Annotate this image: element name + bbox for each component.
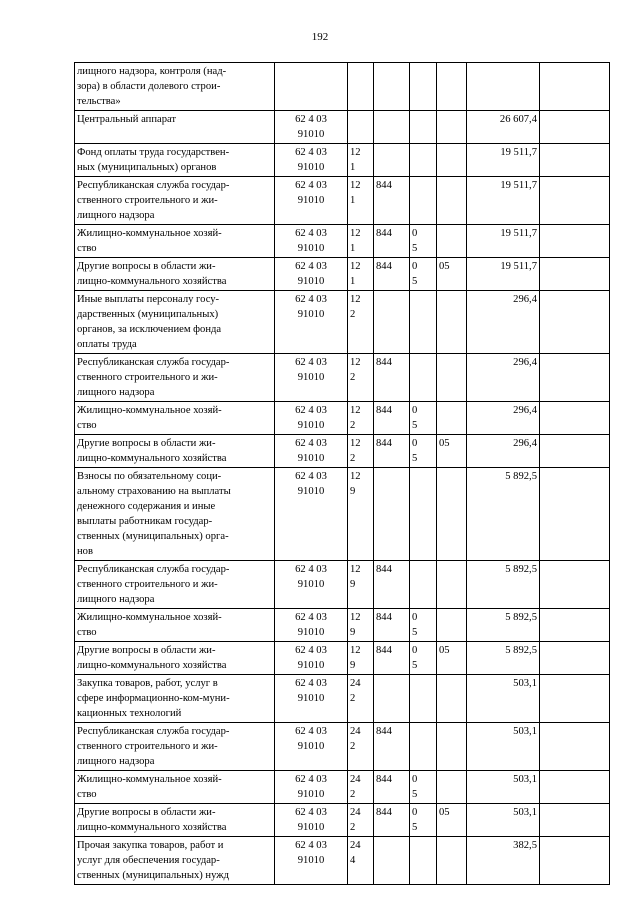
empty-cell <box>540 63 610 111</box>
section-cell <box>410 144 437 177</box>
empty-cell <box>540 561 610 609</box>
subsection-cell: 05 <box>437 804 467 837</box>
subsection-cell <box>437 111 467 144</box>
row-name-cell: лищного надзора, контроля (над- зора) в области долевого строи- тельства» <box>75 63 275 111</box>
page-number: 192 <box>311 31 329 43</box>
section-cell: 0 5 <box>410 402 437 435</box>
department-code-cell <box>374 675 410 723</box>
amount-cell: 5 892,5 <box>467 561 540 609</box>
subsection-cell <box>437 723 467 771</box>
row-name-cell: Прочая закупка товаров, работ и услуг для обеспечения государ- ственных (муниципальных) нужд <box>75 837 275 885</box>
empty-cell <box>540 435 610 468</box>
target-article-cell: 62 4 03 91010 <box>275 177 348 225</box>
department-code-cell: 844 <box>374 177 410 225</box>
row-name-cell: Другие вопросы в области жи- лищно-коммунального хозяйства <box>75 258 275 291</box>
empty-cell <box>540 258 610 291</box>
table-row <box>75 402 610 435</box>
section-cell: 0 5 <box>410 771 437 804</box>
target-article-cell: 62 4 03 91010 <box>275 258 348 291</box>
budget-table <box>74 62 610 885</box>
section-cell <box>410 561 437 609</box>
table-row <box>75 771 610 804</box>
table-row <box>75 435 610 468</box>
table-row <box>75 561 610 609</box>
subsection-cell <box>437 675 467 723</box>
department-code-cell <box>374 837 410 885</box>
target-article-cell: 62 4 03 91010 <box>275 723 348 771</box>
section-cell <box>410 291 437 354</box>
subsection-cell <box>437 402 467 435</box>
section-cell <box>410 675 437 723</box>
department-code-cell: 844 <box>374 354 410 402</box>
department-code-cell: 844 <box>374 609 410 642</box>
amount-cell: 19 511,7 <box>467 258 540 291</box>
row-name-cell: Другие вопросы в области жи- лищно-коммунального хозяйства <box>75 642 275 675</box>
expense-type-cell <box>348 111 374 144</box>
row-name-cell: Центральный аппарат <box>75 111 275 144</box>
target-article-cell: 62 4 03 91010 <box>275 144 348 177</box>
amount-cell: 503,1 <box>467 723 540 771</box>
table-row <box>75 291 610 354</box>
subsection-cell <box>437 561 467 609</box>
expense-type-cell: 12 2 <box>348 435 374 468</box>
target-article-cell: 62 4 03 91010 <box>275 837 348 885</box>
subsection-cell <box>437 837 467 885</box>
table-row <box>75 63 610 111</box>
expense-type-cell: 24 2 <box>348 771 374 804</box>
subsection-cell <box>437 771 467 804</box>
row-name-cell: Другие вопросы в области жи- лищно-коммунального хозяйства <box>75 435 275 468</box>
expense-type-cell: 12 2 <box>348 402 374 435</box>
expense-type-cell: 12 9 <box>348 468 374 561</box>
row-name-cell: Жилищно-коммунальное хозяй- ство <box>75 402 275 435</box>
row-name-cell: Иные выплаты персоналу госу- дарственных (муниципальных) органов, за исключением фонда оплаты труда <box>75 291 275 354</box>
row-name-cell: Другие вопросы в области жи- лищно-коммунального хозяйства <box>75 804 275 837</box>
row-name-cell: Взносы по обязательному соци- альному страхованию на выплаты денежного содержания и иные выплаты работникам государ- ственных (муниципальных) орга- нов <box>75 468 275 561</box>
amount-cell: 296,4 <box>467 354 540 402</box>
amount-cell: 5 892,5 <box>467 609 540 642</box>
empty-cell <box>540 468 610 561</box>
empty-cell <box>540 111 610 144</box>
table-row <box>75 354 610 402</box>
amount-cell: 19 511,7 <box>467 144 540 177</box>
table-row <box>75 804 610 837</box>
expense-type-cell: 12 9 <box>348 561 374 609</box>
expense-type-cell: 12 9 <box>348 609 374 642</box>
table-row <box>75 837 610 885</box>
table-row <box>75 642 610 675</box>
table-body <box>75 63 610 885</box>
expense-type-cell: 24 2 <box>348 723 374 771</box>
amount-cell: 5 892,5 <box>467 468 540 561</box>
section-cell: 0 5 <box>410 609 437 642</box>
department-code-cell <box>374 63 410 111</box>
row-name-cell: Закупка товаров, работ, услуг в сфере информационно-ком-муни- кационных технологий <box>75 675 275 723</box>
target-article-cell: 62 4 03 91010 <box>275 291 348 354</box>
amount-cell: 503,1 <box>467 771 540 804</box>
target-article-cell: 62 4 03 91010 <box>275 804 348 837</box>
subsection-cell <box>437 63 467 111</box>
expense-type-cell: 12 1 <box>348 225 374 258</box>
target-article-cell: 62 4 03 91010 <box>275 402 348 435</box>
amount-cell: 19 511,7 <box>467 177 540 225</box>
section-cell <box>410 111 437 144</box>
target-article-cell: 62 4 03 91010 <box>275 675 348 723</box>
subsection-cell: 05 <box>437 642 467 675</box>
section-cell: 0 5 <box>410 804 437 837</box>
empty-cell <box>540 354 610 402</box>
empty-cell <box>540 144 610 177</box>
section-cell: 0 5 <box>410 225 437 258</box>
subsection-cell <box>437 225 467 258</box>
empty-cell <box>540 837 610 885</box>
department-code-cell: 844 <box>374 723 410 771</box>
expense-type-cell: 24 4 <box>348 837 374 885</box>
department-code-cell <box>374 291 410 354</box>
expense-type-cell <box>348 63 374 111</box>
row-name-cell: Жилищно-коммунальное хозяй- ство <box>75 225 275 258</box>
empty-cell <box>540 177 610 225</box>
target-article-cell: 62 4 03 91010 <box>275 561 348 609</box>
section-cell <box>410 723 437 771</box>
section-cell <box>410 63 437 111</box>
amount-cell <box>467 63 540 111</box>
empty-cell <box>540 402 610 435</box>
empty-cell <box>540 675 610 723</box>
expense-type-cell: 12 9 <box>348 642 374 675</box>
target-article-cell: 62 4 03 91010 <box>275 435 348 468</box>
subsection-cell <box>437 177 467 225</box>
amount-cell: 382,5 <box>467 837 540 885</box>
table-row <box>75 609 610 642</box>
expense-type-cell: 24 2 <box>348 675 374 723</box>
row-name-cell: Жилищно-коммунальное хозяй- ство <box>75 609 275 642</box>
target-article-cell: 62 4 03 91010 <box>275 771 348 804</box>
subsection-cell: 05 <box>437 435 467 468</box>
empty-cell <box>540 609 610 642</box>
section-cell: 0 5 <box>410 642 437 675</box>
table-row <box>75 111 610 144</box>
department-code-cell: 844 <box>374 258 410 291</box>
subsection-cell <box>437 144 467 177</box>
target-article-cell: 62 4 03 91010 <box>275 468 348 561</box>
subsection-cell <box>437 468 467 561</box>
department-code-cell: 844 <box>374 435 410 468</box>
amount-cell: 296,4 <box>467 291 540 354</box>
target-article-cell: 62 4 03 91010 <box>275 642 348 675</box>
section-cell <box>410 177 437 225</box>
expense-type-cell: 12 2 <box>348 291 374 354</box>
section-cell <box>410 837 437 885</box>
expense-type-cell: 12 1 <box>348 258 374 291</box>
subsection-cell: 05 <box>437 258 467 291</box>
department-code-cell: 844 <box>374 561 410 609</box>
expense-type-cell: 12 2 <box>348 354 374 402</box>
department-code-cell: 844 <box>374 642 410 675</box>
table-row <box>75 468 610 561</box>
empty-cell <box>540 804 610 837</box>
section-cell: 0 5 <box>410 258 437 291</box>
table-row <box>75 225 610 258</box>
subsection-cell <box>437 609 467 642</box>
department-code-cell <box>374 468 410 561</box>
target-article-cell: 62 4 03 91010 <box>275 354 348 402</box>
department-code-cell: 844 <box>374 402 410 435</box>
target-article-cell: 62 4 03 91010 <box>275 609 348 642</box>
amount-cell: 503,1 <box>467 675 540 723</box>
empty-cell <box>540 771 610 804</box>
section-cell <box>410 468 437 561</box>
expense-type-cell: 12 1 <box>348 144 374 177</box>
department-code-cell: 844 <box>374 225 410 258</box>
subsection-cell <box>437 291 467 354</box>
row-name-cell: Фонд оплаты труда государствен- ных (муниципальных) органов <box>75 144 275 177</box>
amount-cell: 5 892,5 <box>467 642 540 675</box>
section-cell: 0 5 <box>410 435 437 468</box>
section-cell <box>410 354 437 402</box>
table-row <box>75 144 610 177</box>
department-code-cell: 844 <box>374 804 410 837</box>
amount-cell: 19 511,7 <box>467 225 540 258</box>
table-row <box>75 258 610 291</box>
row-name-cell: Республиканская служба государ- ственного строительного и жи- лищного надзора <box>75 354 275 402</box>
department-code-cell <box>374 111 410 144</box>
amount-cell: 296,4 <box>467 435 540 468</box>
expense-type-cell: 12 1 <box>348 177 374 225</box>
target-article-cell <box>275 63 348 111</box>
empty-cell <box>540 225 610 258</box>
empty-cell <box>540 723 610 771</box>
row-name-cell: Жилищно-коммунальное хозяй- ство <box>75 771 275 804</box>
expense-type-cell: 24 2 <box>348 804 374 837</box>
row-name-cell: Республиканская служба государ- ственного строительного и жи- лищного надзора <box>75 177 275 225</box>
row-name-cell: Республиканская служба государ- ственного строительного и жи- лищного надзора <box>75 723 275 771</box>
row-name-cell: Республиканская служба государ- ственного строительного и жи- лищного надзора <box>75 561 275 609</box>
amount-cell: 26 607,4 <box>467 111 540 144</box>
department-code-cell <box>374 144 410 177</box>
table-row <box>75 723 610 771</box>
empty-cell <box>540 642 610 675</box>
target-article-cell: 62 4 03 91010 <box>275 225 348 258</box>
empty-cell <box>540 291 610 354</box>
target-article-cell: 62 4 03 91010 <box>275 111 348 144</box>
table-row <box>75 177 610 225</box>
amount-cell: 296,4 <box>467 402 540 435</box>
amount-cell: 503,1 <box>467 804 540 837</box>
table-row <box>75 675 610 723</box>
department-code-cell: 844 <box>374 771 410 804</box>
subsection-cell <box>437 354 467 402</box>
